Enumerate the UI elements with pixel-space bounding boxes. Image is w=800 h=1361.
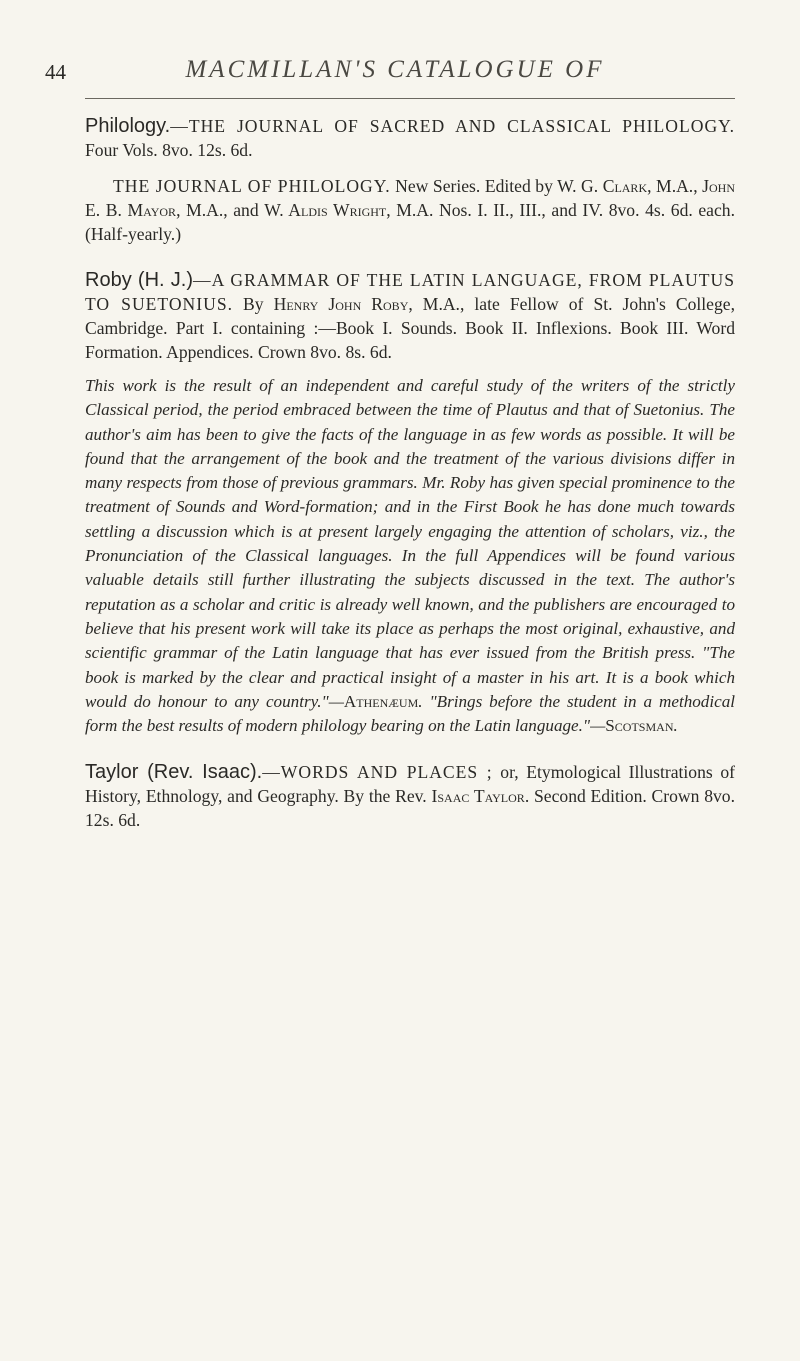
entry-taylor-words-places [85,760,735,832]
description-text: . [673,716,678,736]
entry-lead: Taylor (Rev. Isaac). [85,761,263,784]
running-title: MACMILLAN'S CATALOGUE OF [185,56,605,83]
entry-title: —THE JOURNAL OF SACRED AND CLASSICAL PHILOLOGY. [170,116,735,136]
editor-name: W. Aldis Wright [264,200,387,220]
entry-heading [85,268,735,364]
page-header [45,56,745,100]
entry-details: , M.A., and [176,200,265,220]
entry-lead: Roby (H. J.) [85,269,194,291]
entry-details: Four Vols. 8vo. 12s. 6d. [85,140,253,160]
entry-details: , M.A. Nos. I. II., III., and IV. 8vo. 4s. 6d. each. (Half-yearly.) [85,200,736,244]
entry-journal-of-philology [85,174,735,246]
entry-details: . Second Edition. Crown 8vo. 12s. 6d. [85,786,735,831]
catalogue-body [85,114,735,832]
entry-title: —A GRAMMAR OF THE LATIN LANGUAGE, FROM PLAUTUS TO SUETONIUS. [85,270,735,314]
entry-details: , M.A., late Fellow of St. John's College, Cambridge. Part I. containing :—Book I. Sounds. Book II. Inflexions. Book III. Word Formation. Appendices. Crown 8vo. 8s. 6d. [85,294,735,362]
entry-lead: Philology. [85,115,171,137]
editor-name: Clark [602,176,648,196]
entry-details: , M.A., [647,176,703,196]
entry-description [85,374,735,738]
author-name: Isaac Taylor [431,786,525,807]
header-rule [85,98,735,99]
page-number: 44 [45,60,66,84]
review-source: Athenæum [343,691,419,711]
description-text: . "Brings before the student in a methodical form the best results of modern philology bearing on the Latin language."— [85,691,735,736]
entry-title: THE JOURNAL OF PHILOLOGY. [113,176,391,196]
review-source: Scotsman [605,716,674,736]
author-name: Henry John Roby [273,294,409,314]
editor-name: John E. B. Mayor [85,176,735,220]
entry-details: New Series. Edited by W. G. [390,176,603,196]
entry-title: —WORDS AND PLACES ; [262,762,493,783]
description-text: This work is the result of an independent and careful study of the writers of the strictly Classical period, the period embraced between the time of Plautus and that of Suetonius. The author's aim has been to give the facts of the language in as few words as possible. It will be found that the arrangement of the book and the treatment of the various divisions differ in many respects from those of previous grammars. Mr. Roby has given special prominence to the treatment of Sounds and Word-formation; and in the First Book he has done much towards settling a discussion which is at present largely engaging the attention of scholars, viz., the Pronunciation of the Classical languages. In the full Appendices will be found various valuable details still further illustrating the subjects discussed in the text. The author's reputation as a scholar and critic is already well known, and the publishers are encouraged to believe that his present work will take its place as perhaps the most original, exhaustive, and scientific grammar of the Latin language that has ever issued from the British press. "The book is marked by the clear and practical insight of a master in his art. It is a book which would do honour to any country."— [85,376,735,711]
entry-details: or, Etymological Illustrations of History, Ethnology, and Geography. By the Rev. [85,762,735,807]
entry-philology-journal [85,114,735,162]
entry-details: By [233,294,274,314]
entry-roby-grammar [85,268,735,738]
